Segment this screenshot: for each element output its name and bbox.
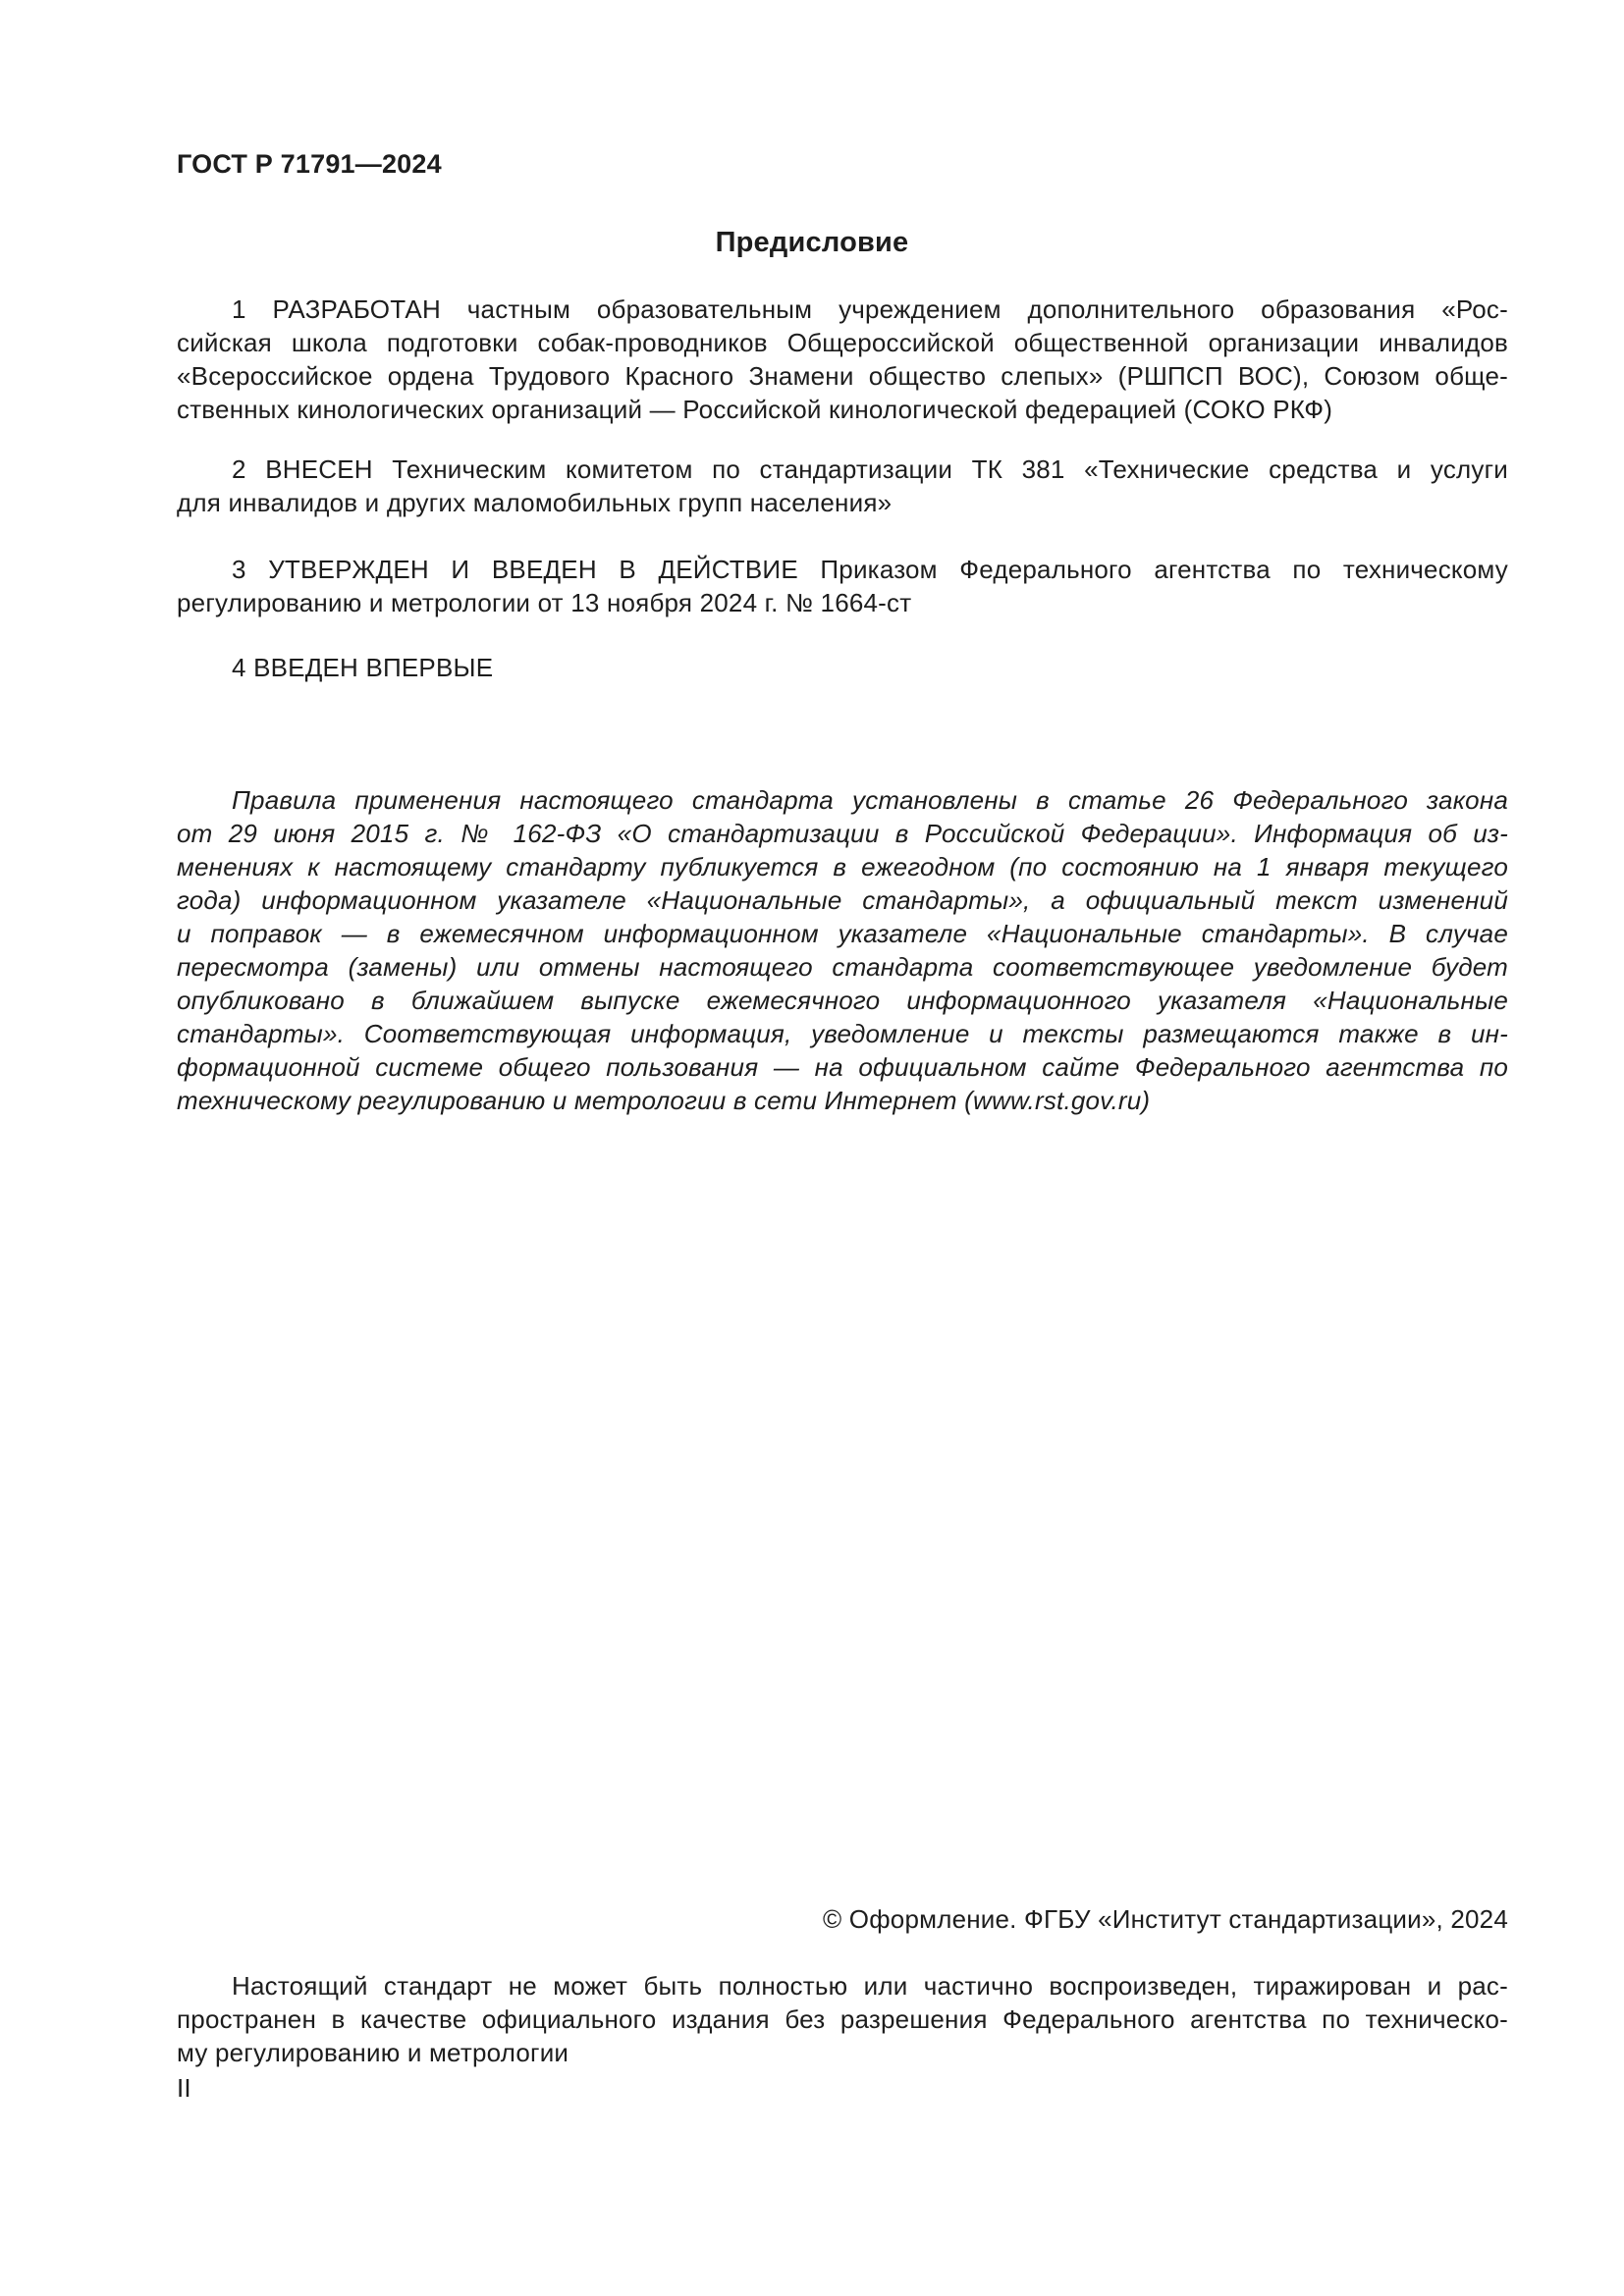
paragraph-approved bbox=[177, 553, 1508, 619]
note-line: Правила применения настоящего стандарта установлены в статье 26 Федерального закона bbox=[232, 785, 1508, 815]
paragraph-first-introduced bbox=[177, 651, 1508, 684]
page-number: II bbox=[177, 2073, 191, 2103]
note-line: года) информационном указателе «Национальные стандарты», а официальный текст изменений bbox=[177, 885, 1508, 915]
paragraph-line: 3 УТВЕРЖДЕН И ВВЕДЕН В ДЕЙСТВИЕ Приказом Федерального агентства по техническому bbox=[232, 555, 1508, 584]
paragraph-line: «Всероссийское ордена Трудового Красного Знамени общество слепых» (РШПСП ВОС), Союзом обще- bbox=[177, 361, 1508, 391]
paragraph-line: ственных кинологических организаций — Российской кинологической федерацией (СОКО РКФ) bbox=[177, 395, 1333, 424]
paragraph-line: сийская школа подготовки собак-проводников Общероссийской общественной организации инвалидов bbox=[177, 328, 1508, 357]
note-line: стандарты». Соответствующая информация, уведомление и тексты размещаются также в ин- bbox=[177, 1019, 1508, 1048]
paragraph-developed bbox=[177, 293, 1508, 426]
note-line: менениях к настоящему стандарту публикуется в ежегодном (по состоянию на 1 января текущего bbox=[177, 852, 1508, 881]
note-line: формационной системе общего пользования — на официальном сайте Федерального агентства по bbox=[177, 1052, 1508, 1082]
paragraph-submitted bbox=[177, 453, 1508, 519]
notice-line: му регулированию и метрологии bbox=[177, 2038, 569, 2067]
note-line: пересмотра (замены) или отмены настоящего стандарта соответствующее уведомление будет bbox=[177, 952, 1508, 982]
notice-line: Настоящий стандарт не может быть полностью или частично воспроизведен, тиражирован и рас- bbox=[232, 1971, 1508, 2001]
standard-designation: ГОСТ Р 71791—2024 bbox=[177, 149, 442, 179]
reproduction-restriction-notice bbox=[177, 1969, 1508, 2069]
paragraph-line: 2 ВНЕСЕН Техническим комитетом по стандартизации ТК 381 «Технические средства и услуги bbox=[232, 454, 1508, 484]
foreword-title: Предисловие bbox=[715, 227, 909, 258]
note-line: опубликовано в ближайшем выпуске ежемесячного информационного указателя «Национальные bbox=[177, 986, 1508, 1015]
note-line: от 29 июня 2015 г. № 162-ФЗ «О стандартизации в Российской Федерации». Информация об из- bbox=[177, 819, 1508, 848]
paragraph-line: для инвалидов и других маломобильных групп населения» bbox=[177, 488, 893, 517]
note-line: и поправок — в ежемесячном информационном указателе «Национальные стандарты». В случае bbox=[177, 919, 1508, 948]
application-rules-note bbox=[177, 783, 1508, 1117]
note-line: техническому регулированию и метрологии в сети Интернет (www.rst.gov.ru) bbox=[177, 1086, 1151, 1115]
paragraph-line: 1 РАЗРАБОТАН частным образовательным учреждением дополнительного образования «Рос- bbox=[232, 294, 1508, 324]
copyright-notice: © Оформление. ФГБУ «Институт стандартизации», 2024 bbox=[823, 1904, 1508, 1934]
paragraph-line: 4 ВВЕДЕН ВПЕРВЫЕ bbox=[232, 653, 494, 682]
paragraph-line: регулированию и метрологии от 13 ноября 2024 г. № 1664-ст bbox=[177, 588, 912, 617]
notice-line: пространен в качестве официального издания без разрешения Федерального агентства по техническо- bbox=[177, 2004, 1508, 2034]
